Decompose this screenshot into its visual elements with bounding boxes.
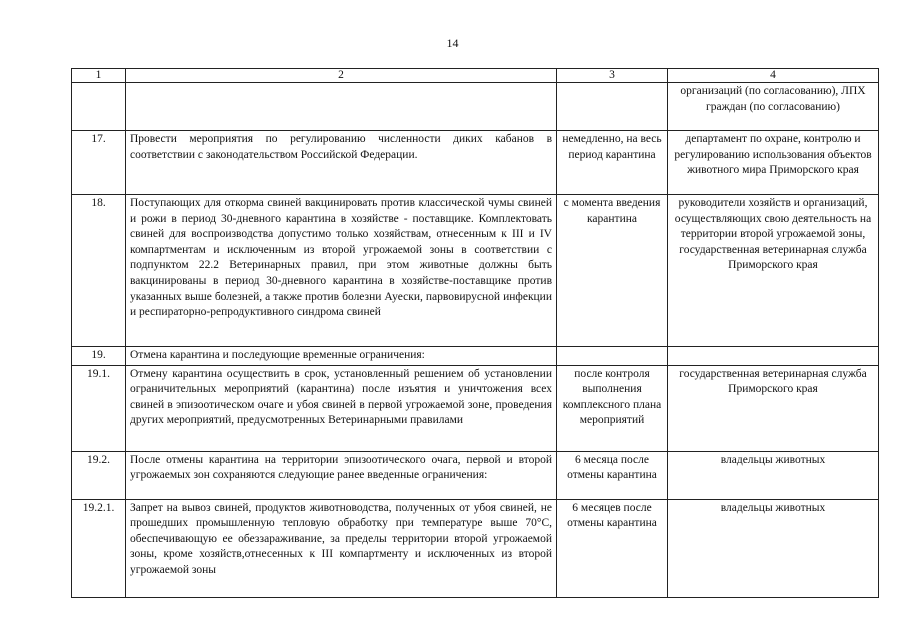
page-number: 14 (446, 36, 459, 50)
row-term: с момента введения карантина (557, 195, 668, 347)
measures-table (71, 68, 879, 598)
row-term (557, 347, 668, 366)
row-number: 18. (72, 195, 126, 347)
row-term: 6 месяцев после отмены карантина (557, 499, 668, 597)
row-term: немедленно, на весь период карантина (557, 131, 668, 195)
row-responsible: владельцы животных (668, 499, 879, 597)
column-header-1: 1 (72, 69, 126, 83)
row-measure (126, 83, 557, 131)
row-number: 17. (72, 131, 126, 195)
row-responsible (668, 347, 879, 366)
row-measure: После отмены карантина на территории эпизоотического очага, первой и второй угрожаемых зон сохраняются следующие ранее введенные ограничения: (126, 451, 557, 499)
column-header-2: 2 (126, 69, 557, 83)
row-term: 6 месяца после отмены карантина (557, 451, 668, 499)
row-responsible: организаций (по согласованию), ЛПХ граждан (по согласованию) (668, 83, 879, 131)
row-responsible: владельцы животных (668, 451, 879, 499)
row-term: после контроля выполнения комплексного плана мероприятий (557, 365, 668, 451)
row-term (557, 83, 668, 131)
row-measure: Провести мероприятия по регулированию численности диких кабанов в соответствии с законодательством Российской Федерации. (126, 131, 557, 195)
row-number (72, 83, 126, 131)
table-row (72, 499, 879, 597)
row-number: 19.2. (72, 451, 126, 499)
row-measure: Поступающих для откорма свиней вакцинировать против классической чумы свиней и рожи в период 30-дневного карантина в хозяйстве - поставщике. Комплектовать свиней для воспроизводства допустимо только хозяйствам, отнесенным к III и IV компартментам и исключенным из второй угрожаемой зоны в соответствии с подпунктом 22.2 Ветеринарных правил, при этом животные должны быть вакцинированы в период 30-дневного карантина в хозяйстве-поставщике против указанных выше болезней, а также против болезни Ауески, парвовирусной инфекции и респираторно-репродуктивного синдрома свиней (126, 195, 557, 347)
row-number: 19.2.1. (72, 499, 126, 597)
table-row (72, 365, 879, 451)
table-row (72, 195, 879, 347)
section-heading: Отмена карантина и последующие временные ограничения: (126, 347, 557, 366)
row-responsible: департамент по охране, контролю и регулированию использования объектов животного мира Приморского края (668, 131, 879, 195)
table-row (72, 347, 879, 366)
row-measure: Отмену карантина осуществить в срок, установленный решением об установлении ограничительных мероприятий (карантина) после изъятия и уничтожения всех свиней в эпизоотическом очаге и убоя свиней в первой угрожаемой зоне, проведения других мероприятий, предусмотренных Ветеринарными правилами (126, 365, 557, 451)
table-header-row (72, 69, 879, 83)
table-row (72, 131, 879, 195)
row-number: 19. (72, 347, 126, 366)
row-responsible: государственная ветеринарная служба Приморского края (668, 365, 879, 451)
table-row (72, 83, 879, 131)
row-responsible: руководители хозяйств и организаций, осуществляющих свою деятельность на территории второй угрожаемой зоны, государственная ветеринарная служба Приморского края (668, 195, 879, 347)
row-measure: Запрет на вывоз свиней, продуктов животноводства, полученных от убоя свиней, не прошедших промышленную тепловую обработку при температуре выше 70°С, обеспечивающую ее обеззараживание, за пределы территории второй угрожаемой зоны, кроме хозяйств,отнесенных к III компартменту и исключенных из второй угрожаемой зоны (126, 499, 557, 597)
column-header-4: 4 (668, 69, 879, 83)
column-header-3: 3 (557, 69, 668, 83)
row-number: 19.1. (72, 365, 126, 451)
table-row (72, 451, 879, 499)
